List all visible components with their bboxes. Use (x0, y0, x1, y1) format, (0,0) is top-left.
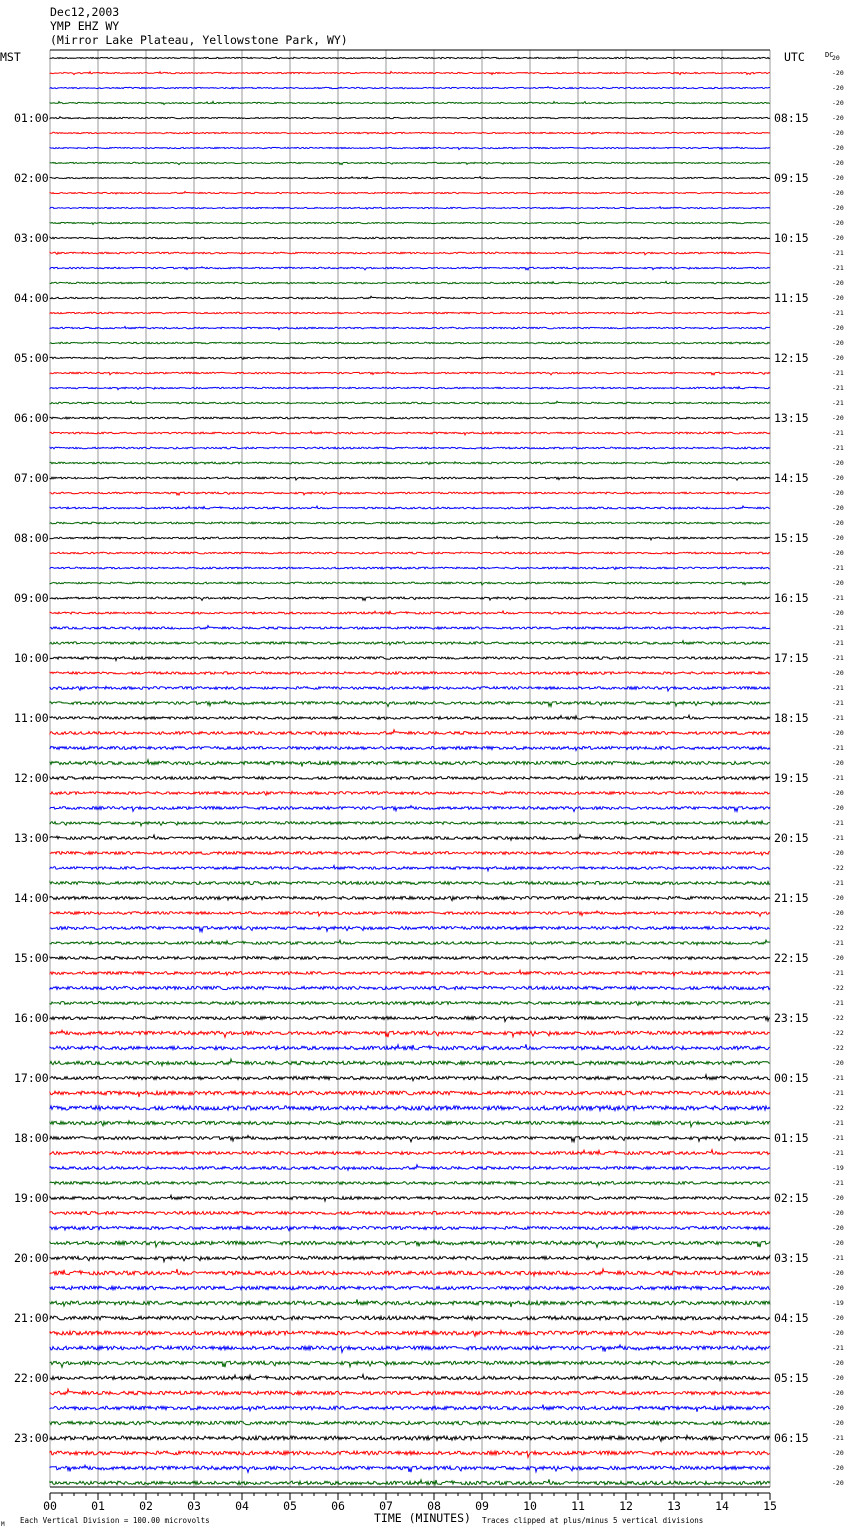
trace-row (50, 1091, 770, 1097)
x-tick-label: 06 (331, 1499, 345, 1513)
dc-offset-label: -21 (832, 384, 844, 392)
dc-offset-label: -20 (832, 1449, 844, 1457)
dc-offset-label: -20 (832, 1479, 844, 1487)
mst-hour-label: 11:00 (14, 711, 49, 725)
trace-row (50, 1195, 770, 1201)
dc-offset-label: -20 (832, 114, 844, 122)
dc-offset-label: -21 (832, 1434, 844, 1442)
mst-hour-label: 03:00 (14, 231, 49, 245)
trace-row (50, 582, 770, 585)
utc-hour-label: 14:15 (774, 471, 809, 485)
dc-offset-label: -21 (832, 699, 844, 707)
trace-row (50, 1165, 770, 1170)
dc-offset-label: -21 (832, 369, 844, 377)
trace-row (50, 1451, 770, 1457)
trace-row (50, 1240, 770, 1247)
dc-offset-label: -21 (832, 624, 844, 632)
trace-row (50, 882, 770, 885)
trace-row (50, 747, 770, 751)
dc-offset-label: -21 (832, 399, 844, 407)
trace-row (50, 1212, 770, 1215)
mst-hour-label: 20:00 (14, 1251, 49, 1265)
dc-offset-label: -20 (832, 1224, 844, 1232)
dc-offset-label: -21 (832, 1344, 844, 1352)
trace-row (50, 342, 770, 344)
trace-row (50, 1345, 770, 1352)
dc-offset-label: -20 (832, 579, 844, 587)
trace-row (50, 896, 770, 901)
trace-row (50, 567, 770, 570)
mst-hour-label: 19:00 (14, 1191, 49, 1205)
trace-row (50, 401, 770, 404)
dc-offset-label: -20 (832, 1329, 844, 1337)
trace-row (50, 760, 770, 767)
trace-row (50, 267, 770, 270)
mst-hour-label: 16:00 (14, 1011, 49, 1025)
trace-row (50, 101, 770, 104)
trace-row (50, 986, 770, 989)
trace-row (50, 132, 770, 134)
trace-row (50, 835, 770, 840)
trace-row (50, 72, 770, 75)
dc-offset-label: -20 (832, 159, 844, 167)
dc-offset-label: -20 (832, 234, 844, 242)
dc-offset-label: -20 (832, 339, 844, 347)
trace-row (50, 1375, 770, 1381)
mst-hour-label: 23:00 (14, 1431, 49, 1445)
trace-row (50, 522, 770, 524)
utc-hour-label: 08:15 (774, 111, 809, 125)
dc-offset-label: -20 (832, 1239, 844, 1247)
dc-offset-label: -20 (832, 1059, 844, 1067)
trace-row (50, 866, 770, 871)
trace-row (50, 281, 770, 283)
trace-row (50, 1182, 770, 1186)
dc-offset-label: -21 (832, 429, 844, 437)
utc-hour-label: 10:15 (774, 231, 809, 245)
trace-row (50, 192, 770, 195)
utc-hour-label: 16:15 (774, 591, 809, 605)
dc-offset-label: -21 (832, 744, 844, 752)
utc-hour-label: 04:15 (774, 1311, 809, 1325)
trace-row (50, 1075, 770, 1081)
utc-hour-label: 06:15 (774, 1431, 809, 1445)
right-timezone-label: UTC (784, 50, 805, 64)
trace-row (50, 87, 770, 89)
trace-row (50, 222, 770, 224)
dc-offset-label: -20 (832, 1314, 844, 1322)
trace-row (50, 852, 770, 856)
dc-offset-label: -20 (832, 534, 844, 542)
dc-offset-label: -21 (832, 264, 844, 272)
dc-offset-label: -20 (832, 189, 844, 197)
trace-row (50, 1001, 770, 1005)
dc-offset-label: -21 (832, 834, 844, 842)
trace-row (50, 730, 770, 735)
mst-hour-label: 09:00 (14, 591, 49, 605)
dc-offset-label: -19 (832, 1164, 844, 1172)
utc-hour-label: 13:15 (774, 411, 809, 425)
dc-offset-label: -20 (832, 894, 844, 902)
dc-offset-label: -20 (832, 669, 844, 677)
dc-offset-label: -21 (832, 564, 844, 572)
trace-row (50, 252, 770, 255)
mst-hour-label: 14:00 (14, 891, 49, 905)
utc-hour-label: 12:15 (774, 351, 809, 365)
dc-offset-label: -22 (832, 864, 844, 872)
dc-offset-label: -20 (832, 1284, 844, 1292)
dc-offset-label: -22 (832, 1014, 844, 1022)
dc-offset-label: 20 (832, 54, 840, 62)
trace-row (50, 431, 770, 435)
trace-row (50, 927, 770, 932)
dc-offset-label: -20 (832, 129, 844, 137)
dc-offset-label: -20 (832, 459, 844, 467)
trace-row (50, 327, 770, 330)
dc-offset-label: -20 (832, 324, 844, 332)
dc-offset-label: -22 (832, 924, 844, 932)
mst-hour-label: 18:00 (14, 1131, 49, 1145)
trace-row (50, 1299, 770, 1307)
dc-offset-label: -20 (832, 729, 844, 737)
trace-row (50, 177, 770, 179)
trace-row (50, 1017, 770, 1022)
utc-hour-label: 21:15 (774, 891, 809, 905)
trace-row (50, 1361, 770, 1367)
x-tick-label: 07 (379, 1499, 393, 1513)
trace-row (50, 162, 770, 164)
trace-row (50, 641, 770, 645)
trace-row (50, 1405, 770, 1412)
trace-row (50, 1269, 770, 1276)
mst-hour-label: 21:00 (14, 1311, 49, 1325)
trace-row (50, 657, 770, 661)
mst-hour-label: 04:00 (14, 291, 49, 305)
utc-hour-label: 18:15 (774, 711, 809, 725)
dc-offset-label: -20 (832, 414, 844, 422)
dc-offset-label: -21 (832, 819, 844, 827)
dc-offset-label: -21 (832, 249, 844, 257)
dc-offset-label: -20 (832, 849, 844, 857)
dc-offset-label: -20 (832, 909, 844, 917)
trace-row (50, 357, 770, 359)
trace-row (50, 1421, 770, 1425)
scale-note: Each Vertical Division = 100.00 microvolts (20, 1516, 210, 1525)
dc-offset-label: -20 (832, 1404, 844, 1412)
clip-note: Traces clipped at plus/minus 5 vertical divisions (482, 1516, 704, 1525)
mst-hour-label: 17:00 (14, 1071, 49, 1085)
date-label: Dec12,2003 (50, 5, 120, 19)
utc-hour-label: 09:15 (774, 171, 809, 185)
utc-hour-label: 05:15 (774, 1371, 809, 1385)
utc-hour-label: 03:15 (774, 1251, 809, 1265)
location-label: (Mirror Lake Plateau, Yellowstone Park, WY) (50, 33, 348, 47)
utc-hour-label: 19:15 (774, 771, 809, 785)
dc-offset-label: -21 (832, 444, 844, 452)
trace-row (50, 1286, 770, 1290)
dc-offset-label: -21 (832, 969, 844, 977)
trace-row (50, 312, 770, 314)
x-tick-label: 03 (187, 1499, 201, 1513)
dc-offset-label: -20 (832, 1464, 844, 1472)
trace-row (50, 1226, 770, 1231)
x-tick-label: 15 (763, 1499, 777, 1513)
dc-offset-label: -20 (832, 174, 844, 182)
x-tick-label: 13 (667, 1499, 681, 1513)
dc-offset-label: -22 (832, 1104, 844, 1112)
dc-offset-label: -21 (832, 654, 844, 662)
trace-row (50, 626, 770, 630)
mst-hour-label: 02:00 (14, 171, 49, 185)
dc-offset-label: -20 (832, 609, 844, 617)
trace-row (50, 147, 770, 150)
dc-offset-label: -21 (832, 1179, 844, 1187)
dc-offset-label: -21 (832, 1119, 844, 1127)
dc-offset-label: -20 (832, 519, 844, 527)
dc-offset-label: -21 (832, 939, 844, 947)
trace-row (50, 492, 770, 495)
trace-row (50, 1389, 770, 1395)
dc-offset-label: -21 (832, 684, 844, 692)
utc-hour-label: 00:15 (774, 1071, 809, 1085)
dc-offset-label: -20 (832, 549, 844, 557)
trace-row (50, 1436, 770, 1442)
dc-offset-label: -21 (832, 309, 844, 317)
dc-offset-label: -20 (832, 489, 844, 497)
trace-row (50, 940, 770, 945)
trace-row (50, 1059, 770, 1066)
mst-hour-label: 06:00 (14, 411, 49, 425)
dc-offset-label: -22 (832, 1029, 844, 1037)
dc-offset-label: -21 (832, 639, 844, 647)
mst-hour-label: 12:00 (14, 771, 49, 785)
trace-row (50, 806, 770, 812)
dc-offset-label: -20 (832, 1194, 844, 1202)
x-tick-label: 10 (523, 1499, 537, 1513)
x-tick-label: 12 (619, 1499, 633, 1513)
trace-row (50, 417, 770, 419)
trace-row (50, 117, 770, 119)
dc-offset-label: -20 (832, 1359, 844, 1367)
dc-offset-label: -20 (832, 279, 844, 287)
dc-offset-label: -20 (832, 1389, 844, 1397)
x-axis-title: TIME (MINUTES) (374, 1511, 471, 1525)
dc-offset-label: -21 (832, 1074, 844, 1082)
dc-offset-label: -20 (832, 294, 844, 302)
trace-row (50, 237, 770, 239)
trace-row (50, 791, 770, 795)
dc-offset-label: -21 (832, 594, 844, 602)
utc-hour-label: 02:15 (774, 1191, 809, 1205)
trace-row (50, 57, 770, 59)
dc-offset-label: -21 (832, 999, 844, 1007)
dc-label: DC (825, 51, 834, 59)
trace-row (50, 672, 770, 675)
mst-hour-label: 13:00 (14, 831, 49, 845)
trace-row (50, 447, 770, 449)
dc-offset-labels (832, 54, 844, 1487)
trace-row (50, 1255, 770, 1262)
trace-row (50, 1331, 770, 1337)
trace-row (50, 1316, 770, 1320)
dc-offset-label: -22 (832, 984, 844, 992)
trace-row (50, 372, 770, 375)
trace-row (50, 1136, 770, 1142)
x-tick-label: 04 (235, 1499, 249, 1513)
left-timezone-label: MST (0, 50, 21, 64)
dc-offset-label: -20 (832, 204, 844, 212)
trace-row (50, 207, 770, 209)
utc-hour-label: 20:15 (774, 831, 809, 845)
trace-row (50, 552, 770, 554)
dc-offset-label: -20 (832, 504, 844, 512)
dc-offset-label: -20 (832, 474, 844, 482)
dc-offset-label: -20 (832, 144, 844, 152)
trace-row (50, 1044, 770, 1050)
mst-hour-labels (14, 111, 49, 1445)
mst-hour-label: 22:00 (14, 1371, 49, 1385)
trace-row (50, 296, 770, 299)
trace-row (50, 957, 770, 960)
utc-hour-labels (774, 111, 809, 1445)
dc-offset-label: -20 (832, 789, 844, 797)
station-label: YMP EHZ WY (50, 19, 120, 33)
trace-row (50, 597, 770, 600)
minute-gridlines (50, 50, 770, 1487)
corner-mark: M (1, 1521, 5, 1528)
trace-row (50, 1121, 770, 1127)
dc-offset-label: -20 (832, 759, 844, 767)
dc-offset-label: -20 (832, 99, 844, 107)
mst-hour-label: 08:00 (14, 531, 49, 545)
dc-offset-label: -21 (832, 879, 844, 887)
x-tick-label: 08 (427, 1499, 441, 1513)
dc-offset-label: -21 (832, 1089, 844, 1097)
trace-row (50, 1150, 770, 1155)
trace-row (50, 701, 770, 707)
utc-hour-label: 15:15 (774, 531, 809, 545)
dc-offset-label: -19 (832, 1299, 844, 1307)
dc-offset-label: -21 (832, 1149, 844, 1157)
x-tick-label: 00 (43, 1499, 57, 1513)
trace-row (50, 821, 770, 826)
x-tick-label: 02 (139, 1499, 153, 1513)
trace-row (50, 506, 770, 509)
utc-hour-label: 01:15 (774, 1131, 809, 1145)
dc-offset-label: -20 (832, 1269, 844, 1277)
trace-row (50, 1479, 770, 1485)
trace-row (50, 477, 770, 481)
dc-offset-label: -20 (832, 219, 844, 227)
x-tick-label: 01 (91, 1499, 105, 1513)
dc-offset-label: -20 (832, 1374, 844, 1382)
trace-row (50, 1106, 770, 1111)
dc-offset-label: -20 (832, 354, 844, 362)
trace-rows (50, 57, 770, 1485)
trace-row (50, 536, 770, 540)
dc-offset-label: -20 (832, 954, 844, 962)
x-tick-label: 14 (715, 1499, 729, 1513)
trace-row (50, 911, 770, 916)
dc-offset-label: -20 (832, 804, 844, 812)
utc-hour-label: 22:15 (774, 951, 809, 965)
dc-offset-label: -20 (832, 69, 844, 77)
x-tick-label: 11 (571, 1499, 585, 1513)
dc-offset-label: -20 (832, 1419, 844, 1427)
dc-offset-label: -20 (832, 84, 844, 92)
mst-hour-label: 01:00 (14, 111, 49, 125)
x-tick-label: 05 (283, 1499, 297, 1513)
trace-row (50, 1465, 770, 1472)
trace-row (50, 970, 770, 976)
trace-row (50, 686, 770, 691)
utc-hour-label: 23:15 (774, 1011, 809, 1025)
trace-row (50, 611, 770, 614)
trace-row (50, 1030, 770, 1037)
dc-offset-label: -21 (832, 714, 844, 722)
dc-offset-label: -22 (832, 1044, 844, 1052)
trace-row (50, 387, 770, 390)
mst-hour-label: 07:00 (14, 471, 49, 485)
utc-hour-label: 17:15 (774, 651, 809, 665)
dc-offset-label: -21 (832, 1134, 844, 1142)
mst-hour-label: 05:00 (14, 351, 49, 365)
utc-hour-label: 11:15 (774, 291, 809, 305)
dc-offset-label: -21 (832, 774, 844, 782)
trace-row (50, 462, 770, 465)
dc-offset-label: -21 (832, 1254, 844, 1262)
mst-hour-label: 15:00 (14, 951, 49, 965)
mst-hour-label: 10:00 (14, 651, 49, 665)
dc-offset-label: -20 (832, 1209, 844, 1217)
trace-row (50, 715, 770, 719)
x-tick-label: 09 (475, 1499, 489, 1513)
x-axis (43, 1493, 777, 1513)
trace-row (50, 776, 770, 779)
